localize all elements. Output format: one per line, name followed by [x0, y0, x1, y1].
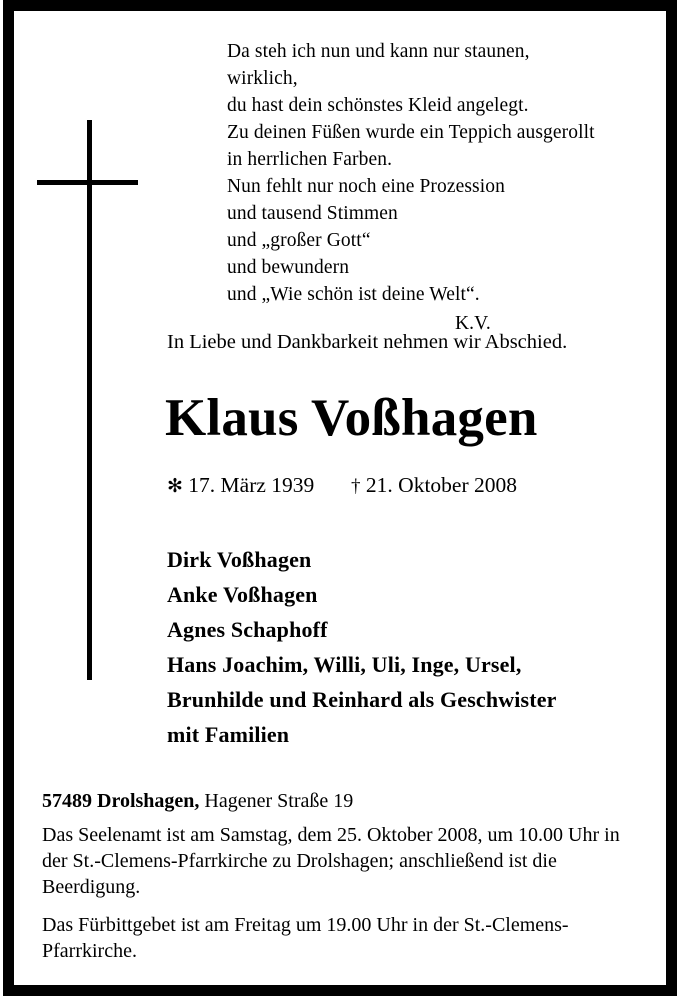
- family-line: Dirk Voßhagen: [167, 547, 312, 572]
- poem-line: und bewundern: [227, 257, 350, 278]
- service-paragraph: Das Fürbittgebet ist am Freitag um 19.00 Uhr in der St.-Clemens-Pfarrkirche.: [42, 914, 569, 962]
- poem-line: in herrlichen Farben.: [227, 149, 393, 170]
- street-address: Hagener Straße 19: [204, 790, 354, 812]
- death-dagger-icon: †: [351, 476, 361, 497]
- poem-line: und tausend Stimmen: [227, 203, 398, 224]
- family-line: Anke Voßhagen: [167, 582, 318, 607]
- service-details: [42, 788, 642, 964]
- poem-line: Zu deinen Füßen wurde ein Teppich ausgerollt: [227, 122, 595, 143]
- surviving-family-list: [167, 542, 637, 752]
- zip-and-city: 57489 Drolshagen,: [42, 790, 200, 812]
- deceased-name: Klaus Voßhagen: [165, 389, 538, 447]
- memorial-poem: [227, 38, 647, 337]
- death-date: 21. Oktober 2008: [365, 473, 517, 497]
- farewell-text: In Liebe und Dankbarkeit nehmen wir Abschied.: [167, 331, 568, 353]
- address-line: [42, 788, 642, 814]
- family-line: Brunhilde und Reinhard als Geschwister: [167, 687, 557, 712]
- birth-date: 17. März 1939: [188, 473, 315, 497]
- family-line: Agnes Schaphoff: [167, 617, 328, 642]
- service-paragraph: Das Seelenamt ist am Samstag, dem 25. Oktober 2008, um 10.00 Uhr in der St.-Clemens-Pfarrkirche zu Drolshagen; anschließend ist die Beerdigung.: [42, 824, 620, 898]
- poem-line: und „großer Gott“: [227, 230, 371, 251]
- cross-vertical-stem: [87, 120, 92, 680]
- birth-star-icon: ✻: [167, 476, 183, 497]
- cross-horizontal-arm: [37, 180, 138, 185]
- poem-line: und „Wie schön ist deine Welt“.: [227, 284, 480, 305]
- poem-line: du hast dein schönstes Kleid angelegt.: [227, 95, 529, 116]
- family-line: Hans Joachim, Willi, Uli, Inge, Ursel,: [167, 652, 522, 677]
- poem-line: Nun fehlt nur noch eine Prozession: [227, 176, 505, 197]
- poem-signature: K.V.: [455, 313, 491, 334]
- poem-line: wirklich,: [227, 68, 298, 89]
- poem-line: Da steh ich nun und kann nur staunen,: [227, 41, 530, 62]
- life-dates: [167, 471, 517, 501]
- family-line: mit Familien: [167, 722, 290, 747]
